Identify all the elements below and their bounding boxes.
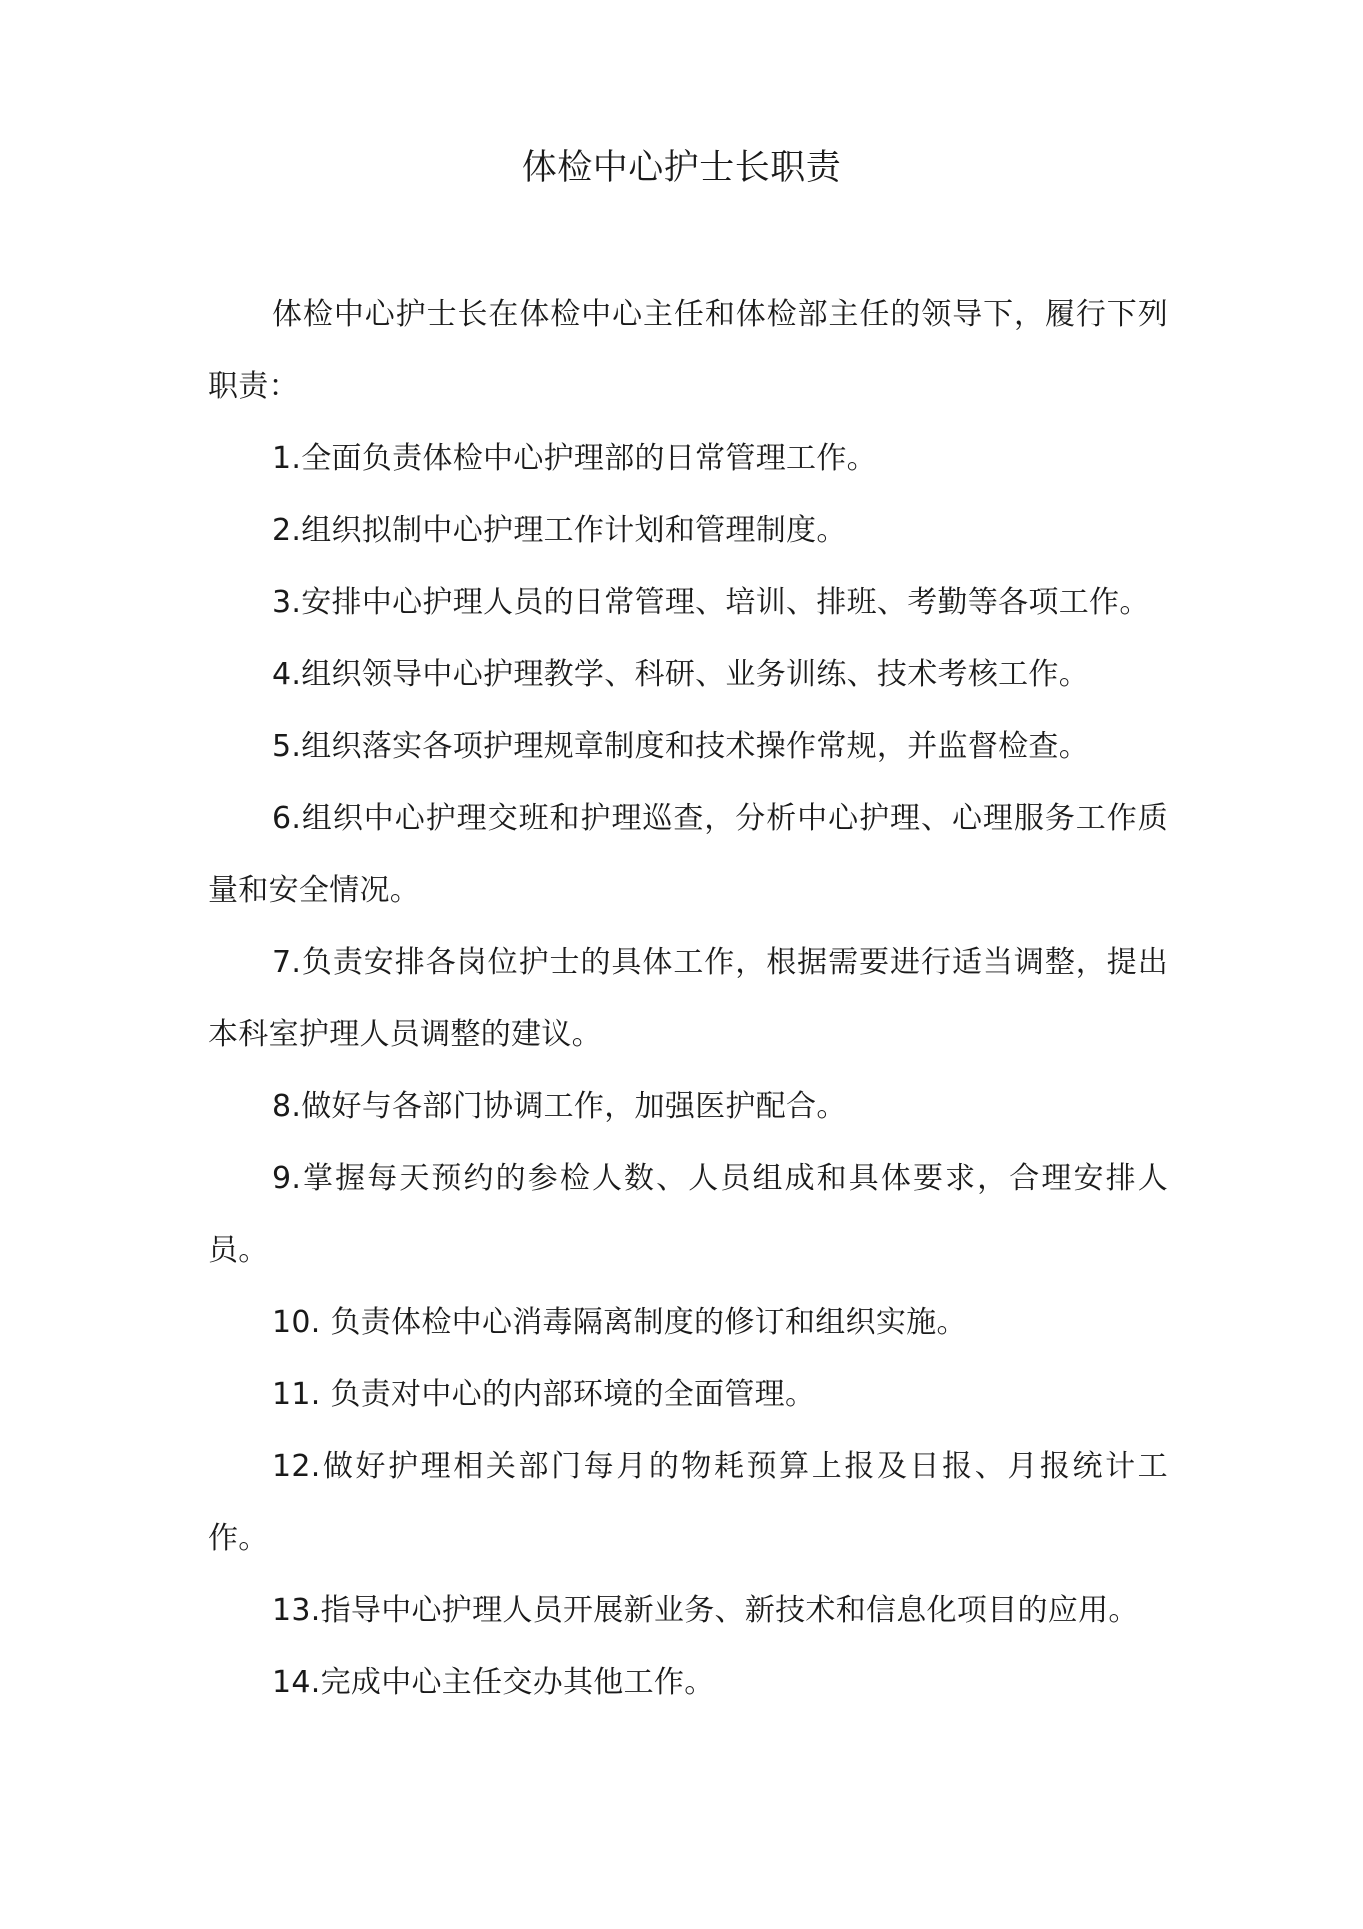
duty-item-8: 8.做好与各部门协调工作，加强医护配合。 <box>272 1089 847 1124</box>
document-body <box>208 279 1168 1719</box>
duty-item-3: 3.安排中心护理人员的日常管理、培训、排班、考勤等各项工作。 <box>272 585 1150 620</box>
duty-item-10: 10. 负责体检中心消毒隔离制度的修订和组织实施。 <box>272 1305 967 1340</box>
intro-paragraph: 体检中心护士长在体检中心主任和体检部主任的领导下，履行下列职责： <box>208 297 1168 404</box>
duty-item-11: 11. 负责对中心的内部环境的全面管理。 <box>272 1377 816 1412</box>
duty-item-12: 12.做好护理相关部门每月的物耗预算上报及日报、月报统计工作。 <box>208 1449 1168 1556</box>
duty-item-13: 13.指导中心护理人员开展新业务、新技术和信息化项目的应用。 <box>272 1593 1139 1628</box>
duty-item-6: 6.组织中心护理交班和护理巡查，分析中心护理、心理服务工作质量和安全情况。 <box>208 801 1168 908</box>
duty-item-1: 1.全面负责体检中心护理部的日常管理工作。 <box>272 441 877 476</box>
duty-item-2: 2.组织拟制中心护理工作计划和管理制度。 <box>272 513 847 548</box>
duty-item-5: 5.组织落实各项护理规章制度和技术操作常规，并监督检查。 <box>272 729 1090 764</box>
duty-item-14: 14.完成中心主任交办其他工作。 <box>272 1665 715 1700</box>
document-title: 体检中心护士长职责 <box>521 148 842 188</box>
duty-item-4: 4.组织领导中心护理教学、科研、业务训练、技术考核工作。 <box>272 657 1090 692</box>
duty-item-9: 9.掌握每天预约的参检人数、人员组成和具体要求，合理安排人员。 <box>208 1161 1168 1268</box>
duty-item-7: 7.负责安排各岗位护士的具体工作，根据需要进行适当调整，提出本科室护理人员调整的建议。 <box>208 945 1168 1052</box>
